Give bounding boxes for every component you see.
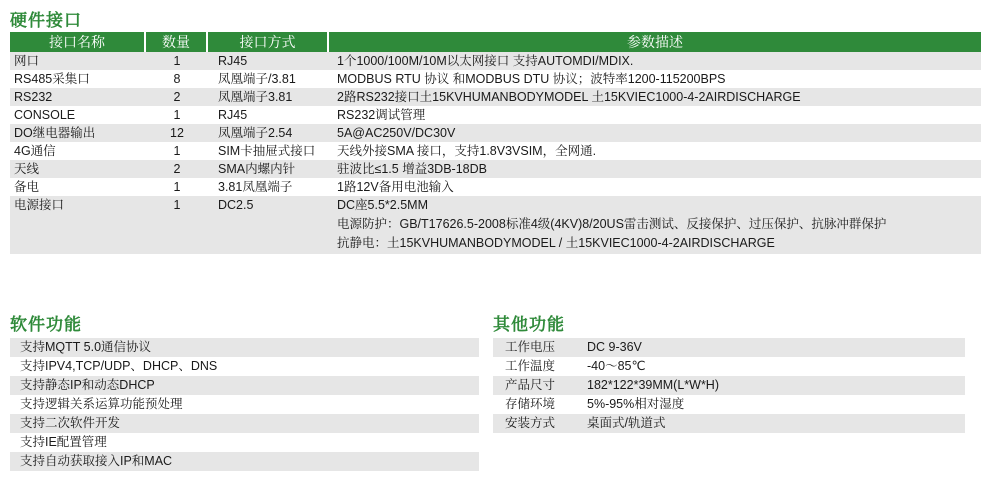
cell-interface-type: DC2.5 (218, 198, 254, 212)
cell-interface-type: RJ45 (218, 54, 248, 68)
cell-interface-name: CONSOLE (14, 108, 76, 122)
list-item: 支持MQTT 5.0通信协议 (10, 338, 479, 357)
spec-label: 存储环境 (505, 397, 556, 411)
cell-interface-type: 3.81凤凰端子 (218, 180, 293, 194)
spec-label: 工作温度 (505, 359, 556, 373)
hardware-table-header (10, 32, 981, 52)
cell-interface-name: 网口 (14, 54, 40, 68)
header-parameter-desc: 参数描述 (329, 32, 981, 52)
table-row (10, 52, 981, 70)
hardware-section-title: 硬件接口 (10, 11, 82, 31)
cell-parameter-desc: 驻波比≤1.5 增益3DB-18DB (337, 162, 487, 176)
cell-interface-name: 备电 (14, 180, 40, 194)
table-row (493, 338, 965, 357)
cell-quantity: 1 (173, 54, 181, 68)
cell-quantity: 2 (173, 162, 181, 176)
table-row-power (10, 196, 981, 254)
header-quantity: 数量 (146, 32, 208, 52)
cell-quantity: 1 (173, 198, 181, 212)
cell-quantity: 1 (173, 108, 181, 122)
table-row (10, 106, 981, 124)
list-item: 支持逻辑关系运算功能预处理 (20, 397, 183, 411)
spec-label: 产品尺寸 (505, 378, 556, 392)
cell-quantity: 1 (173, 180, 181, 194)
spec-value: DC 9-36V (587, 340, 642, 354)
cell-quantity: 8 (173, 72, 181, 86)
cell-parameter-desc: 5A@AC250V/DC30V (337, 126, 456, 140)
cell-interface-type: 凤凰端子/3.81 (218, 72, 296, 86)
cell-quantity: 1 (173, 144, 181, 158)
cell-interface-type: RJ45 (218, 108, 248, 122)
desc-line: 电源防护：GB/T17626.5-2008标准4级(4KV)8/20US雷击测试、反接保护、过压保护、抗脉冲群保护 (337, 217, 887, 231)
table-row (10, 124, 981, 142)
table-row (10, 160, 981, 178)
hardware-table (10, 32, 981, 254)
cell-interface-type: 凤凰端子3.81 (218, 90, 293, 104)
cell-interface-name: 天线 (14, 162, 40, 176)
list-item: 支持IPV4,TCP/UDP、DHCP、DNS (20, 359, 218, 373)
table-row (10, 70, 981, 88)
cell-parameter-desc: 1路12V备用电池输入 (337, 180, 454, 194)
cell-interface-type: 凤凰端子2.54 (218, 126, 293, 140)
header-interface-type: 接口方式 (208, 32, 329, 52)
table-row (493, 414, 965, 433)
cell-interface-name: RS485采集口 (14, 72, 90, 86)
desc-line: DC座5.5*2.5MM (337, 198, 428, 212)
spec-value: 桌面式/轨道式 (587, 416, 666, 430)
header-interface-name: 接口名称 (10, 32, 146, 52)
cell-parameter-desc: RS232调试管理 (337, 108, 426, 122)
cell-quantity: 2 (173, 90, 181, 104)
other-list (493, 338, 965, 433)
spec-label: 安装方式 (505, 416, 556, 430)
list-item: 支持自动获取接入IP和MAC (10, 452, 479, 471)
cell-interface-name: 4G通信 (14, 144, 56, 158)
cell-parameter-desc (329, 196, 981, 254)
desc-line: 抗静电：土15KVHUMANBODYMODEL / 土15KVIEC1000-4-2AIRDISCHARGE (337, 236, 775, 250)
spec-value: 182*122*39MM(L*W*H) (587, 378, 720, 392)
spec-value: -40～85℃ (587, 359, 646, 373)
cell-parameter-desc: 天线外接SMA 接口，支持1.8V3VSIM，全网通. (337, 144, 597, 158)
other-section-title: 其他功能 (493, 315, 565, 335)
cell-quantity: 12 (170, 126, 184, 140)
spec-value: 5%-95%相对湿度 (587, 397, 685, 411)
table-row (493, 376, 965, 395)
cell-parameter-desc: 2路RS232接口土15KVHUMANBODYMODEL 土15KVIEC1000-4-2AIRDISCHARGE (337, 90, 801, 104)
table-row (10, 142, 981, 160)
cell-interface-name: 电源接口 (14, 198, 65, 212)
table-row (10, 88, 981, 106)
cell-interface-name: DO继电器输出 (14, 126, 96, 140)
software-list (10, 338, 479, 471)
table-row (10, 178, 981, 196)
cell-interface-type: SMA内螺内针 (218, 162, 296, 176)
list-item: 支持静态IP和动态DHCP (10, 376, 479, 395)
cell-parameter-desc: MODBUS RTU 协议 和MODBUS DTU 协议；波特率1200-115200BPS (337, 72, 726, 86)
cell-interface-type: SIM卡抽屉式接口 (218, 144, 316, 158)
table-row (493, 395, 965, 414)
cell-interface-name: RS232 (14, 90, 53, 104)
list-item: 支持二次软件开发 (10, 414, 479, 433)
software-section-title: 软件功能 (10, 315, 82, 335)
list-item: 支持IE配置管理 (20, 435, 107, 449)
cell-parameter-desc: 1个1000/100M/10M以太网接口 支持AUTOMDI/MDIX. (337, 54, 634, 68)
spec-label: 工作电压 (505, 340, 556, 354)
table-row (493, 357, 965, 376)
